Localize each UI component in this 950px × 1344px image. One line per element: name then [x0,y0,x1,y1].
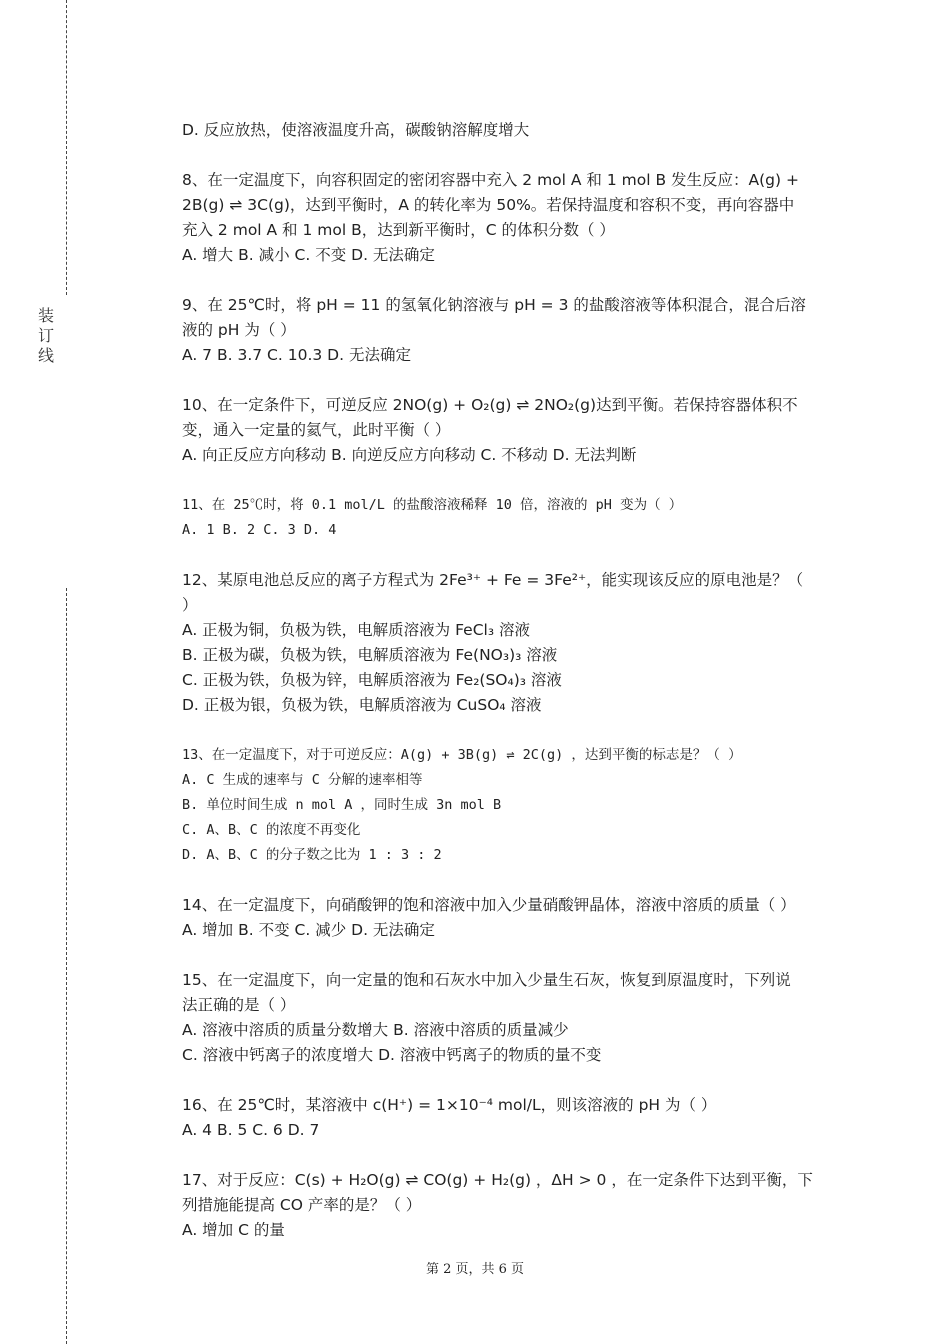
question-12 [182,568,838,718]
question-line: 13、在一定温度下，对于可逆反应：A(g) + 3B(g) ⇌ 2C(g) ，达到平衡的标志是？（ ） [182,747,742,763]
question-line: 8、在一定温度下，向容积固定的密闭容器中充入 2 mol A 和 1 mol B 发生反应：A(g) + [182,171,799,189]
binding-char: 订 [37,326,54,345]
question-line: 12、某原电池总反应的离子方程式为 2Fe³⁺ + Fe = 3Fe²⁺，能实现该反应的原电池是？（ [182,571,804,589]
options-line: A. 7 B. 3.7 C. 10.3 D. 无法确定 [182,346,411,364]
q7-option-d: D. 反应放热，使溶液温度升高，碳酸钠溶解度增大 [182,121,530,139]
question-13 [182,743,838,868]
options-line: A. 向正反应方向移动 B. 向逆反应方向移动 C. 不移动 D. 无法判断 [182,446,637,464]
option-d: D. 正极为银，负极为铁，电解质溶液为 CuSO₄ 溶液 [182,696,542,714]
question-17 [182,1168,838,1243]
options-line: A. 增大 B. 减小 C. 不变 D. 无法确定 [182,246,435,264]
question-line: 液的 pH 为（ ） [182,321,296,339]
option-b: B. 正极为碳，负极为铁，电解质溶液为 Fe(NO₃)₃ 溶液 [182,646,558,664]
option-b: B. 单位时间生成 n mol A ，同时生成 3n mol B [182,797,502,813]
question-line: 11、在 25℃时，将 0.1 mol/L 的盐酸溶液稀释 10 倍，溶液的 pH 变为（ ） [182,497,683,513]
options-line: A. 增加 B. 不变 C. 减少 D. 无法确定 [182,921,435,939]
binding-char: 装 [37,306,54,325]
options-line: A. 4 B. 5 C. 6 D. 7 [182,1121,320,1139]
question-line: 9、在 25℃时，将 pH = 11 的氢氧化钠溶液与 pH = 3 的盐酸溶液等体积混合，混合后溶 [182,296,806,314]
option-a: A. 正极为铜，负极为铁，电解质溶液为 FeCl₃ 溶液 [182,621,530,639]
options-line: A. 溶液中溶质的质量分数增大 B. 溶液中溶质的质量减少 [182,1021,569,1039]
question-line: ） [182,596,198,614]
question-line: 变，通入一定量的氦气，此时平衡（ ） [182,421,451,439]
question-9 [182,293,838,368]
question-line: 列措施能提高 CO 产率的是？（ ） [182,1196,422,1214]
page-number: 第 2 页，共 6 页 [425,1262,525,1277]
question-16 [182,1093,838,1143]
options-line: A. 1 B. 2 C. 3 D. 4 [182,522,337,538]
binding-line-top [66,0,67,295]
question-line: 15、在一定温度下，向一定量的饱和石灰水中加入少量生石灰，恢复到原温度时，下列说 [182,971,791,989]
question-line: 14、在一定温度下，向硝酸钾的饱和溶液中加入少量硝酸钾晶体，溶液中溶质的质量（ ） [182,896,796,914]
option-d: D. A、B、C 的分子数之比为 1 : 3 : 2 [182,847,442,863]
question-line: 充入 2 mol A 和 1 mol B，达到新平衡时，C 的体积分数（ ） [182,221,615,239]
binding-char: 线 [37,346,54,365]
question-15 [182,968,838,1068]
option-c: C. A、B、C 的浓度不再变化 [182,822,361,838]
question-line: 16、在 25℃时，某溶液中 c(H⁺) = 1×10⁻⁴ mol/L，则该溶液的 pH 为（ ） [182,1096,717,1114]
binding-line-bottom [66,588,67,1344]
question-line: 法正确的是（ ） [182,996,296,1014]
option-a: A. 增加 C 的量 [182,1221,285,1239]
question-line: 2B(g) ⇌ 3C(g)，达到平衡时，A 的转化率为 50%。若保持温度和容积不变，再向容器中 [182,196,795,214]
question-11 [182,493,838,543]
question-8 [182,168,838,268]
options-line: C. 溶液中钙离子的浓度增大 D. 溶液中钙离子的物质的量不变 [182,1046,602,1064]
question-line: 17、对于反应：C(s) + H₂O(g) ⇌ CO(g) + H₂(g) ，ΔH > 0 ，在一定条件下达到平衡，下 [182,1171,813,1189]
question-14 [182,893,838,943]
binding-label [36,306,56,366]
option-c: C. 正极为铁，负极为锌，电解质溶液为 Fe₂(SO₄)₃ 溶液 [182,671,562,689]
question-content [182,118,838,1243]
option-a: A. C 生成的速率与 C 分解的速率相等 [182,772,423,788]
question-10 [182,393,838,468]
question-line: 10、在一定条件下，可逆反应 2NO(g) + O₂(g) ⇌ 2NO₂(g)达到平衡。若保持容器体积不 [182,396,798,414]
